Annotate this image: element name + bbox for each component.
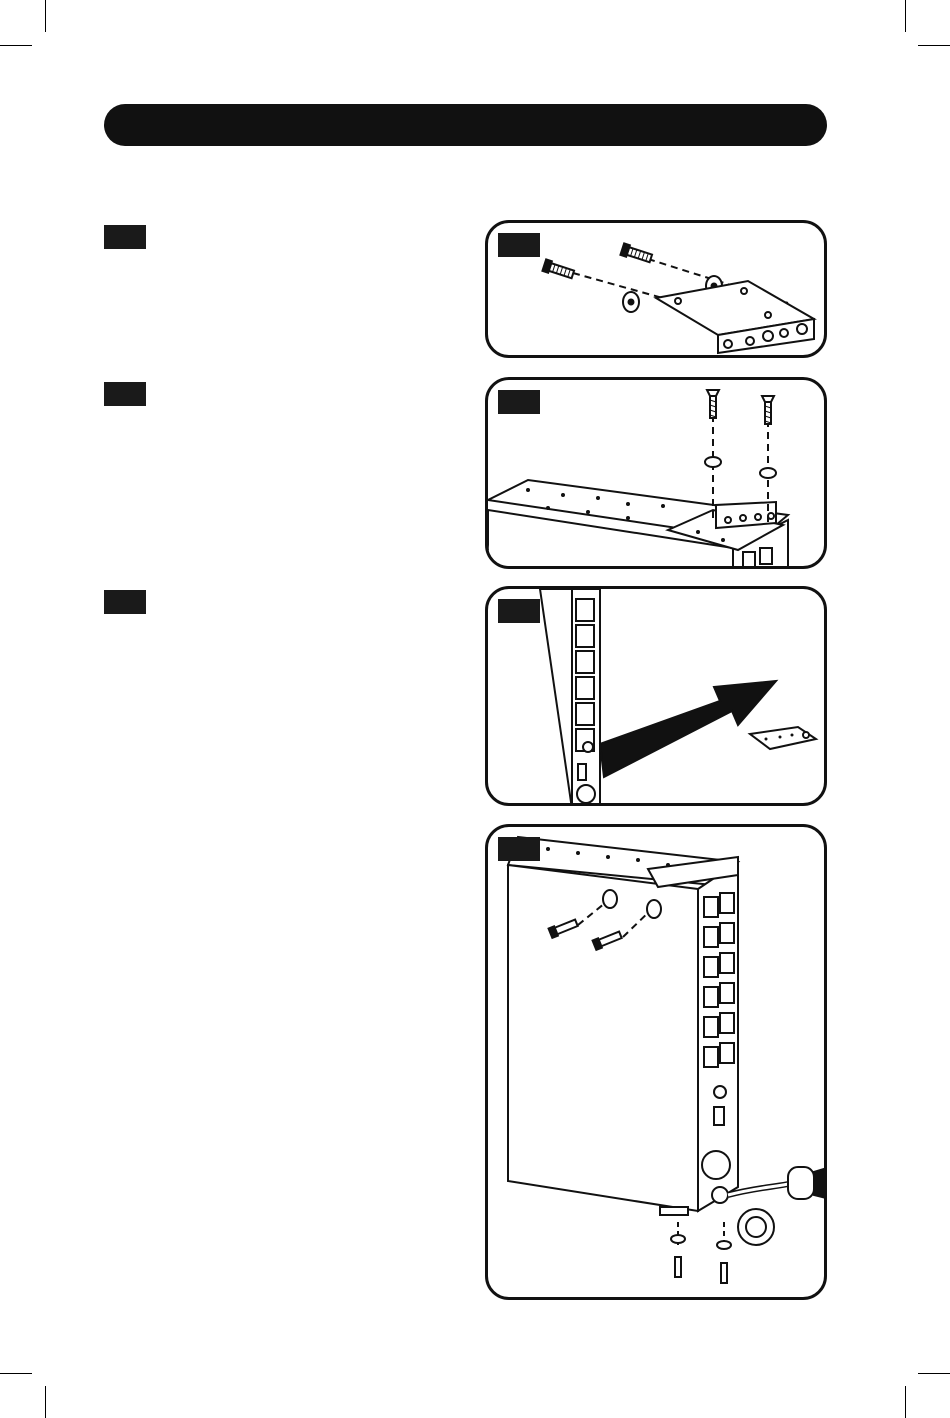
figure-label-2: [498, 390, 540, 414]
crop-mark: [905, 0, 906, 32]
section-header-bar: [104, 104, 827, 146]
figure-panel-3: [485, 586, 827, 806]
figure-label-4: [498, 837, 540, 861]
figure-panel-1: [485, 220, 827, 358]
figure-panel-4: [485, 824, 827, 1300]
crop-mark: [918, 1373, 950, 1374]
crop-mark: [918, 45, 950, 46]
figure-label-1: [498, 233, 540, 257]
crop-mark: [0, 1373, 32, 1374]
figure-panel-2: [485, 377, 827, 569]
crop-mark: [45, 0, 46, 32]
step-badge-1: [104, 225, 146, 249]
crop-mark: [45, 1386, 46, 1418]
crop-mark: [0, 45, 32, 46]
step-badge-3: [104, 590, 146, 614]
figure-label-3: [498, 599, 540, 623]
step-badge-2: [104, 382, 146, 406]
pdu-rack-install-icon: [488, 827, 827, 1300]
crop-mark: [905, 1386, 906, 1418]
